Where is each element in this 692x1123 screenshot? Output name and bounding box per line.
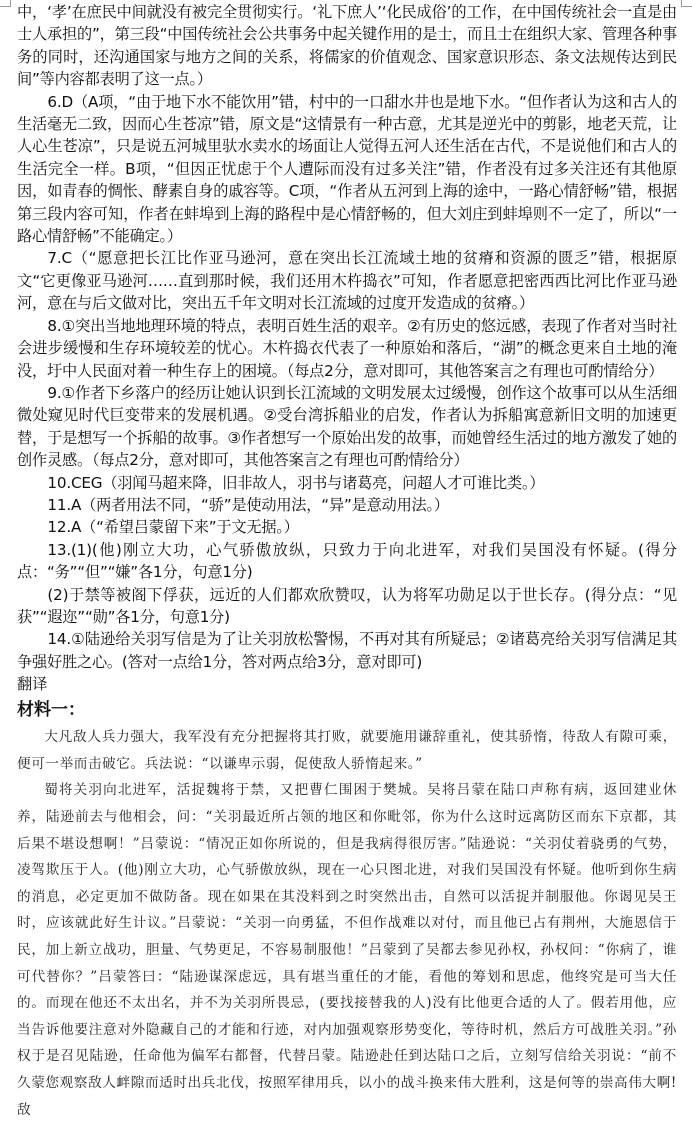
answer-11: 11.A（两者用法不同，“骄”是使动用法，“异”是意动用法。）	[47, 495, 449, 514]
answer-13-part-1: 13.(1)(他)刚立大功，心气骄傲放纵，只致力于向北进军，对我们吴国没有怀疑。(得分点：“务”“但”“嫌”各1分，句意1分)	[17, 540, 677, 582]
translation-heading: 翻译	[17, 675, 48, 694]
answer-document	[17, 1, 677, 1123]
answer-12: 12.A（“希望吕蒙留下来”于文无据。）	[47, 518, 299, 537]
answer-8: 8.①突出当地地理环境的特点，表明百姓生活的艰辛。②有历史的悠远感，表现了作者对当时社会进步缓慢和生存环境较差的忧心。木杵捣衣代表了一种原始和落后，“湖”的概念更来自土地的淹没，圩中人民面对着一种生存上的困境。（每点2分，意对即可，其他答案言之有理也可酌情给分）	[17, 316, 677, 380]
translation-paragraph-1: 大凡敌人兵力强大，我军没有充分把握将其打败，就要施用谦辞重礼，使其骄惰，待敌人有隙可乘，便可一举而击破它。兵法说：“以谦卑示弱，促使敌人骄惰起来。”	[17, 729, 677, 772]
answer-13-part-2: (2)于禁等被阁下俘获，远近的人们都欢欣赞叹，认为将军功勋足以于世长存。(得分点：“见获”“遐迩”“勋”各1分，句意1分)	[17, 585, 677, 626]
answer-14: 14.①陆逊给关羽写信是为了让关羽放松警惕，不再对其有所疑忌；②诸葛亮给关羽写信满足其争强好胜之心。(答对一点给1分，答对两点给3分，意对即可)	[17, 630, 677, 671]
answer-6: 6.D（A项，“由于地下水不能饮用”错，村中的一口甜水井也是地下水。“但作者认为这和古人的生活毫无二致，因而心生苍凉”错，原文是“这情景有一种古意，尤其是逆光中的剪影，地老天荒，让人心生苍凉”，只是说五河城里驮水卖水的场面让人觉得五河人还生活在古代，不是说他们和古人的生活完全一样。B项，“但因正忧虑于个人遭际而没有过多关注”错，作者没有过多关注还有其他原因，如青春的惆怅、酵素自身的戚容等。C项，“作者从五河到上海的途中，一路心情舒畅”错，根据第三段内容可知，作者在蚌埠到上海的路程中是心情舒畅的，但大刘庄到蚌埠则不一定了，所以“一路心情舒畅”不能确定。）	[17, 92, 677, 246]
answer-7: 7.C（“愿意把长江比作亚马逊河，意在突出长江流域土地的贫瘠和资源的匮乏”错，根据原文“它更像亚马逊河……直到那时候，我们还用木杵捣衣”可知，作者愿意把密西西比河比作亚马逊河，意在与后文做对比，突出五千年文明对长江流域的过度开发造成的贫瘠。）	[17, 249, 677, 313]
material-one-title: 材料一：	[17, 700, 85, 721]
crop-mark-top-left	[0, 0, 11, 7]
answer-5-continuation: 中，‘孝’在庶民中间就没有被完全贯彻实行。‘礼下庶人’‘化民成俗’的工作，在中国传统社会一直是由士人承担的”，第三段“中国传统社会公共事务中起关键作用的是士，而且士在组织大家、管理各种事务的同时，还沟通国家与地方之间的关系，将儒家的价值观念、国家意识形态、条文法规传达到民间”等内容都表明了这一点。）	[17, 3, 677, 89]
answer-9: 9.①作者下乡落户的经历让她认识到长江流域的文明发展太过缓慢，创作这个故事可以从生活细微处窥见时代巨变带来的发展机遇。②受台湾拆船业的启发，作者认为拆船寓意新旧文明的加速更替，于是想写一个拆船的故事。③作者想写一个原始出发的故事，而她曾经生活过的地方激发了她的创作灵感。（每点2分，意对即可，其他答案言之有理也可酌情给分）	[17, 383, 677, 470]
answer-10: 10.CEG（羽闻马超来降，旧非故人，羽书与诸葛亮，问超人才可谁比类。）	[47, 473, 545, 492]
crop-mark-top-right	[681, 0, 692, 7]
translation-paragraph-2: 蜀将关羽向北进军，活捉魏将于禁，又把曹仁围困于樊城。吴将吕蒙在陆口声称有病，返回建业休养，陆逊前去与他相会，问：“关羽最近所占领的地区和你毗邻，你为什么这时远离防区而东下京都，其后果不堪设想啊！”吕蒙说：“情况正如你所说的，但是我病得很厉害。”陆逊说：“关羽仗着骁勇的气势，凌驾欺压于人。(他)刚立大功，心气骄傲放纵，现在一心只图北进，对我们吴国没有怀疑。他听到你生病的消息，必定更加不做防备。现在如果在其没料到之时突然出击，自然可以活捉并制服他。你谒见吴王时，应该就此好生计议。”吕蒙说：“关羽一向勇猛，不但作战难以对付，而且他已占有荆州，大施恩信于民，加上新立战功，胆量、气势更足，不容易制服他！”吕蒙到了吴都去参见孙权，孙权问：“你病了，谁可代替你？”吕蒙答曰：“陆逊谋深虑远，具有堪当重任的才能，看他的筹划和思虑，他终究是可当大任的。而现在他还不太出名，并不为关羽所畏忌，(要找接替我的人)没有比他更合适的人了。假若用他，应当告诉他要注意对外隐藏自己的才能和行迹，对内加强观察形势变化，等待时机，然后方可战胜关羽。”孙权于是召见陆逊，任命他为偏军右都督，代替吕蒙。陆逊赴任到达陆口之后，立刻写信给关羽说：“前不久蒙您观察敌人衅隙而适时出兵北伐，按照军律用兵，以小的战斗换来伟大胜利，这是何等的崇高伟大啊!敌	[17, 782, 677, 1118]
